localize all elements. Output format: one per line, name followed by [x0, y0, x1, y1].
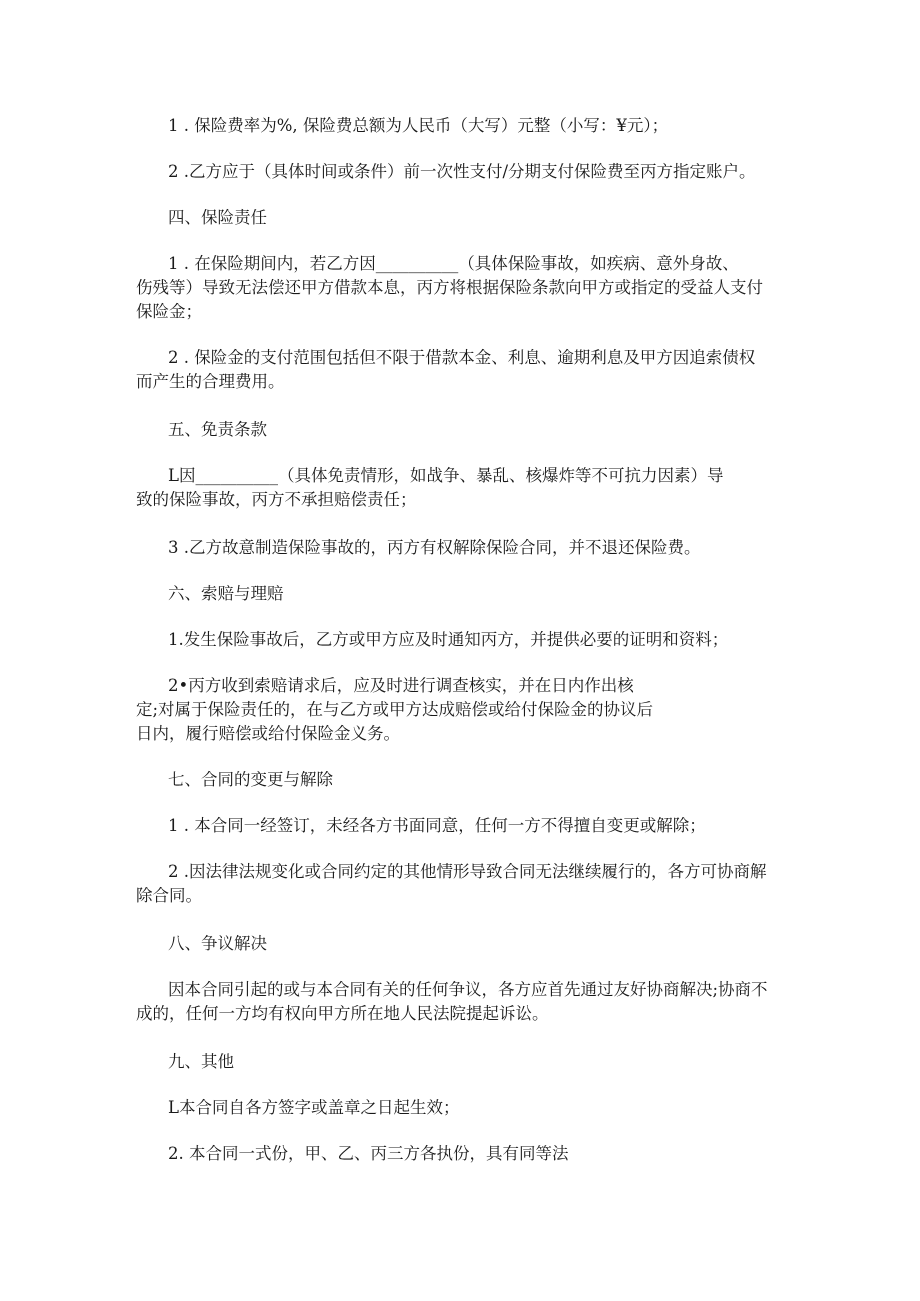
section4-item2-line1: 2 . 保险金的支付范围包括但不限于借款本金、利息、逾期利息及甲方因追索债权: [168, 348, 756, 367]
section6-item2-line3: 日内，履行赔偿或给付保险金义务。: [136, 724, 400, 743]
payment-line: 2 .乙方应于（具体时间或条件）前一次性支付/分期支付保险费至丙方指定账户。: [168, 162, 756, 181]
section7-item2: [136, 860, 796, 908]
section9-item1: L本合同自各方签字或盖章之日起生效；: [168, 1098, 460, 1117]
section7-item2-line2: 除合同。: [136, 886, 202, 905]
section8-heading: 八、争议解决: [168, 934, 267, 953]
section5-item3: 3 .乙方故意制造保险事故的，丙方有权解除保险合同，并不退还保险费。: [168, 538, 701, 557]
section6-item2: [136, 674, 796, 746]
section5-item1-line2: 致的保险事故，丙方不承担赔偿责任；: [136, 490, 417, 509]
section7-item2-line1: 2 .因法律法规变化或合同约定的其他情形导致合同无法继续履行的，各方可协商解: [168, 862, 767, 881]
section5-item1: [136, 464, 796, 512]
section6-item1: 1.发生保险事故后，乙方或甲方应及时通知丙方，并提供必要的证明和资料；: [168, 630, 729, 649]
section6-item2-line1: 2•丙方收到索赔请求后，应及时进行调查核实，并在日内作出核: [168, 676, 634, 695]
section8-text: [136, 978, 796, 1026]
section4-item2: [136, 346, 796, 394]
section6-item2-line2: 定;对属于保险责任的，在与乙方或甲方达成赔偿或给付保险金的协议后: [136, 700, 654, 719]
section5-heading: 五、免责条款: [168, 420, 267, 439]
section4-item1-line3: 保险金；: [136, 302, 202, 321]
section4-item1-line2: 伤残等）导致无法偿还甲方借款本息，丙方将根据保险条款向甲方或指定的受益人支付: [136, 278, 763, 297]
section4-item1-line1: 1 . 在保险期间内，若乙方因__________（具体保险事故，如疾病、意外身故、: [168, 254, 739, 273]
section4-item2-line2: 而产生的合理费用。: [136, 372, 285, 391]
section8-text-line1: 因本合同引起的或与本合同有关的任何争议，各方应首先通过友好协商解决;协商不: [168, 980, 768, 999]
section5-item1-line1: L因__________（具体免责情形，如战争、暴乱、核爆炸等不可抗力因素）导: [168, 466, 724, 485]
section7-item1: 1 . 本合同一经签订，未经各方书面同意，任何一方不得擅自变更或解除；: [168, 816, 706, 835]
section8-text-line2: 成的，任何一方均有权向甲方所在地人民法院提起诉讼。: [136, 1004, 549, 1023]
premium-rate-line: 1 . 保险费率为%, 保险费总额为人民币（大写）元整（小写：¥元）；: [168, 116, 669, 135]
section6-heading: 六、索赔与理赔: [168, 584, 284, 603]
section9-heading: 九、其他: [168, 1052, 234, 1071]
section7-heading: 七、合同的变更与解除: [168, 770, 333, 789]
section4-item1: [136, 252, 796, 324]
section4-heading: 四、保险责任: [168, 208, 267, 227]
section9-item2: 2. 本合同一式份，甲、乙、丙三方各执份，具有同等法: [168, 1144, 569, 1163]
